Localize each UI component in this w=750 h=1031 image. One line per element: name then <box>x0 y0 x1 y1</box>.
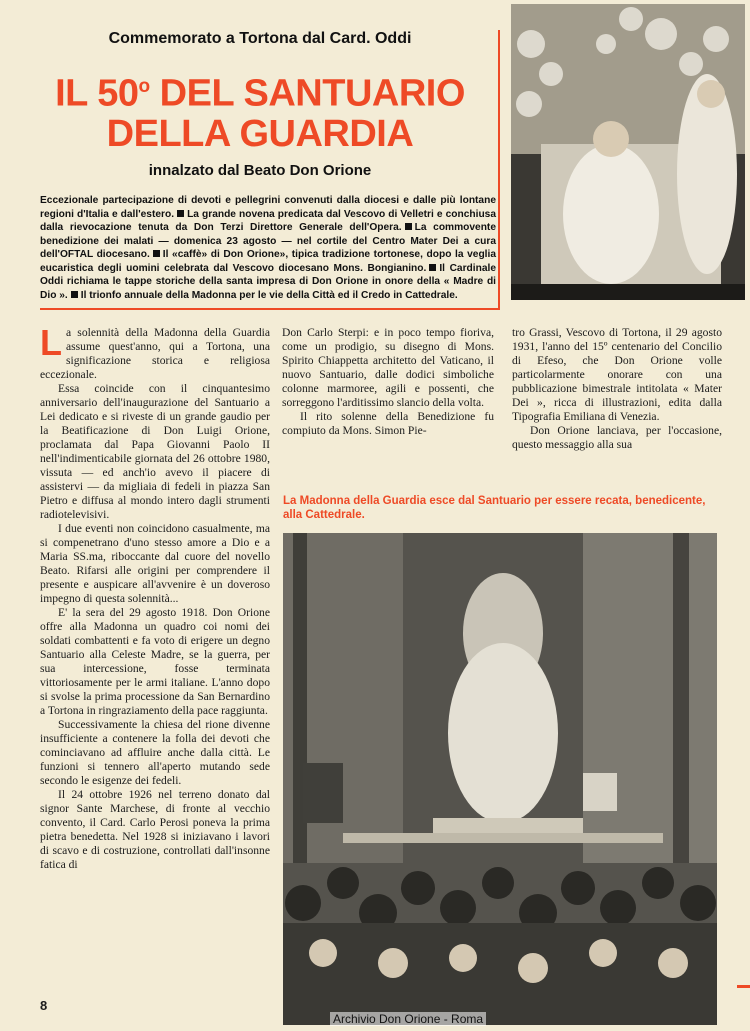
article-column-2: Don Carlo Sterpi: e in poco tempo fioriva, come un prodigio, su disegno di Mons. Spirito Chiappetta architetto del Vaticano, il nuovo Santuario, dalle dodici simboliche colonne marmoree, agili e possenti, che sorreggono l'arditissimo slancio della volta. Il rito solenne della Benedizione fu compiuto da Mons. Simon Pie- <box>282 326 494 437</box>
headline-line-1: IL 50$^o$ DEL SANTUARIO <box>55 72 465 115</box>
headline-line-2: DELLA GUARDIA <box>106 113 414 156</box>
article-column-3: tro Grassi, Vescovo di Tortona, il 29 agosto 1931, l'anno del 15º centenario del Concilio di Efeso, che Don Orione volle particolarmente onorare con una pubblicazione bimestrale intitolata « Mater Dei », ricca di illustrazioni, edita dalla Tipografia Emiliana di Venezia. Don Orione lanciava, per l'occasione, questo messaggio alla sua <box>512 326 722 451</box>
kicker: Commemorato a Tortona dal Card. Oddi <box>108 30 412 47</box>
article-column-1: La solennità della Madonna della Guardia assume quest'anno, qui a Tortona, una significazione storica e religiosa eccezionale. Essa coincide con il cinquantesimo anniversario dell'inaugurazione del Santuario a Lei dedicato e si riveste di un grande gaudio per la Beatificazione di Don Luigi Orione, proclamata dal Papa Giovanni Paolo II nell'indimenticabile giornata del 26 ottobre 1980, vissuta — ed anch'io avevo il piacere di assistervi — da migliaia di fedeli in piazza San Pietro e diffusa al mondo intero dagli strumenti radiotelevisivi. I due eventi non coincidono casualmente, ma si compenetrano d'uno stesso amore a Dio e a Maria SS.ma, riboccante dal cuore del novello Beato. Rifarsi alle origini per comprendere il presente e auspicare all'avvenire è un doveroso impegno di questa solennità... E' la sera del 29 agosto 1918. Don Orione offre alla Madonna un quadro coi nomi dei soldati combattenti e fa voto di erigere un degno Santuario alla Celeste Madre, se la guerra, per sua intercessione, fosse terminata vittoriosamente per le armi italiane. L'anno dopo si svolse la prima processione da San Bernardino a Tortona in ringraziamento della pace raggiunta. Successivamente la chiesa del rione divenne insufficiente a contenere la folla dei devoti che cominciavano ad affluire anche dalla città. Le funzioni si tennero all'aperto mutando sede secondo le esigenze dei fedeli. Il 24 ottobre 1926 nel terreno donato dal signor Sante Marchese, di fronte al vecchio convento, il Card. Carlo Perosi poneva la prima pietra benedetta. Nel 1928 si iniziavano i lavori di scavo e di costruzione, controllati dall'insonne fatica di <box>40 322 270 871</box>
photo-cardinal-at-altar <box>511 4 745 300</box>
bullet-square-icon <box>71 291 78 298</box>
bullet-square-icon <box>177 210 184 217</box>
bullet-square-icon <box>153 250 160 257</box>
horizontal-rule <box>40 308 500 310</box>
photo-caption: La Madonna della Guardia esce dal Santuario per essere recata, benedicente, alla Cattedrale. <box>283 495 706 521</box>
intro-summary: Eccezionale partecipazione di devoti e pellegrini convenuti dalla diocesi e dalle più lontane regioni d'Italia e dall'estero. La grande novena predicata dal Vescovo di Velletri e conchiusa dalla rievocazione tenuta da Don Terzi Direttore Generale dell'Opera. La commovente benedizione dei malati — domenica 23 agosto — nel cortile del Centro Mater Dei a cura dell'OFTAL diocesano. Il «caffè» di Don Orione», tipica tradizione tortonese, dopo la veglia eucaristica degli uomini celebrata dal Vescovo diocesano Mons. Bongianino. Il Cardinale Oddi richiama le tappe storiche della santa impresa di Don Orione in onore della « Madre di Dio ». Il trionfo annuale della Madonna per le vie della Città ed il Credo in Cattedrale. <box>40 195 497 301</box>
subtitle: innalzato dal Beato Don Orione <box>148 162 372 179</box>
page-edge-mark <box>737 985 750 988</box>
photo-procession <box>283 533 717 1025</box>
drop-cap: L <box>40 322 62 363</box>
bullet-square-icon <box>405 223 412 230</box>
page-number: 8 <box>40 998 48 1013</box>
bullet-square-icon <box>429 264 436 271</box>
vertical-rule <box>498 30 500 310</box>
photo-illustration <box>511 4 745 300</box>
photo-illustration <box>283 533 717 1025</box>
archive-watermark: Archivio Don Orione - Roma <box>330 1012 486 1026</box>
headline <box>40 66 480 155</box>
